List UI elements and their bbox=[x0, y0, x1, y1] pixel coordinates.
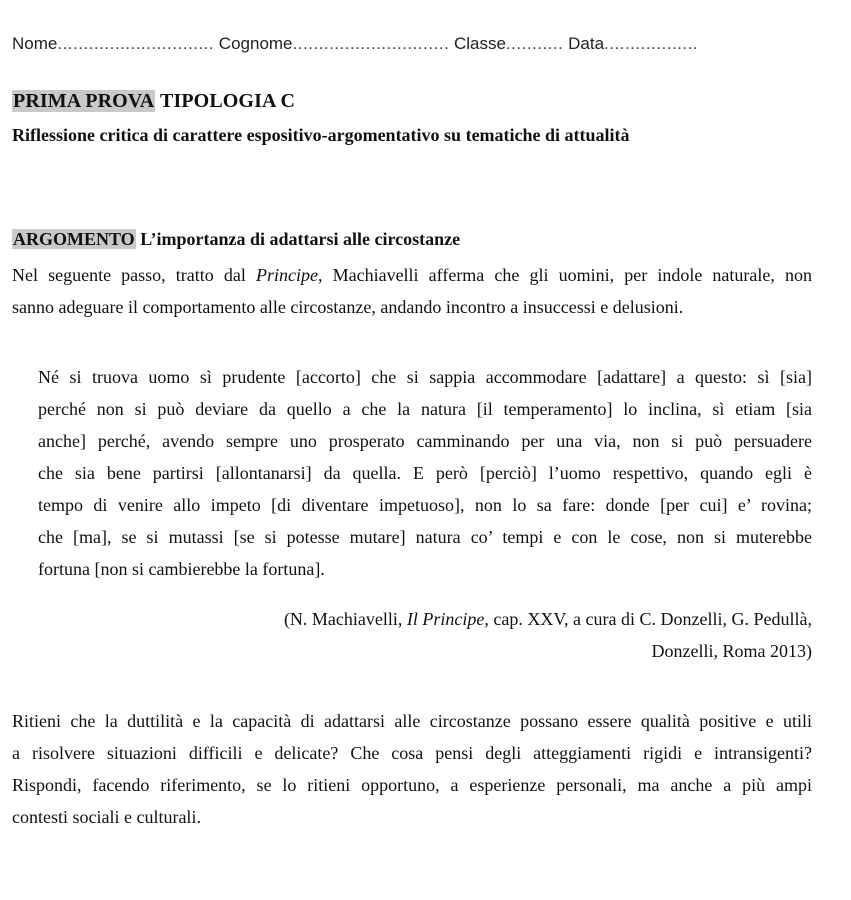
classe-label: Classe bbox=[453, 34, 506, 53]
argument-heading bbox=[12, 229, 460, 250]
intro-line-2: sanno adeguare il comportamento alle circostanze, andando incontro a insuccessi e delusioni. bbox=[12, 297, 684, 317]
data-blank[interactable]: .................. bbox=[604, 34, 699, 53]
question-line: Rispondi, facendo riferimento, se lo ritieni opportuno, a esperienze personali, ma anche a più ampi bbox=[12, 775, 812, 795]
intro-paragraph bbox=[12, 259, 812, 323]
intro-text-end: , Machiavelli afferma che gli uomini, per indole naturale, non bbox=[317, 265, 812, 285]
question-line: contesti sociali e culturali. bbox=[12, 807, 201, 827]
source-line-2: Donzelli, Roma 2013) bbox=[651, 641, 812, 661]
question-line: a risolvere situazioni difficili e delicate? Che cosa pensi degli atteggiamenti rigidi e intransigenti? bbox=[12, 743, 812, 763]
page-subtitle: Riflessione critica di carattere espositivo-argomentativo su tematiche di attualità bbox=[12, 125, 630, 145]
quote-line: che [ma], se si mutassi [se si potesse mutare] natura co’ tempi e con le cose, non si muterebbe bbox=[38, 527, 812, 547]
quote-line: Né si truova uomo sì prudente [accorto] che si sappia accommodare [adattare] a questo: sì [sia] bbox=[38, 367, 812, 387]
cognome-label: Cognome bbox=[218, 34, 293, 53]
page-title bbox=[12, 90, 295, 113]
cognome-blank[interactable]: .............................. bbox=[292, 34, 450, 53]
quote-line: fortuna [non si cambierebbe la fortuna]. bbox=[38, 559, 325, 579]
source-prefix: (N. Machiavelli, bbox=[283, 609, 407, 629]
argument-label: ARGOMENTO bbox=[13, 229, 135, 249]
quote-line: tempo di venire allo impeto [di diventare impetuoso], non lo sa fare: donde [per cui] e’ rovina; bbox=[38, 495, 812, 515]
question-line: Ritieni che la duttilità e la capacità di adattarsi alle circostanze possano essere qualità positive e utili bbox=[12, 711, 812, 731]
intro-text-start: Nel seguente passo, tratto dal bbox=[12, 265, 256, 285]
classe-blank[interactable]: ........... bbox=[505, 34, 564, 53]
quote-line: perché non si può deviare da quello a che la natura [il temperamento] lo inclina, sì etiam [sia bbox=[38, 399, 812, 419]
source-italic-title: Il Principe bbox=[406, 609, 485, 629]
argument-text: L’importanza di adattarsi alle circostanze bbox=[135, 229, 461, 249]
nome-label: Nome bbox=[12, 34, 58, 53]
source-line-1 bbox=[180, 603, 812, 635]
question-paragraph bbox=[12, 705, 812, 833]
source-suffix: , cap. XXV, a cura di C. Donzelli, G. Pedullà, bbox=[484, 609, 812, 629]
quote-line: anche] perché, avendo sempre uno prosperato camminando per una via, non si può persuadere bbox=[38, 431, 812, 451]
data-label: Data bbox=[568, 34, 605, 53]
quote-line: che sia bene partirsi [allontanarsi] da quella. E però [perciò] l’uomo respettivo, quando egli è bbox=[38, 463, 812, 483]
intro-line-1 bbox=[12, 259, 812, 291]
quote-source bbox=[180, 603, 812, 667]
title-rest: TIPOLOGIA C bbox=[155, 90, 296, 112]
intro-italic-title: Principe bbox=[256, 265, 318, 285]
nome-blank[interactable]: .............................. bbox=[57, 34, 215, 53]
title-highlight: PRIMA PROVA bbox=[13, 90, 155, 112]
quote-block bbox=[38, 361, 812, 585]
student-info-header bbox=[12, 34, 698, 56]
